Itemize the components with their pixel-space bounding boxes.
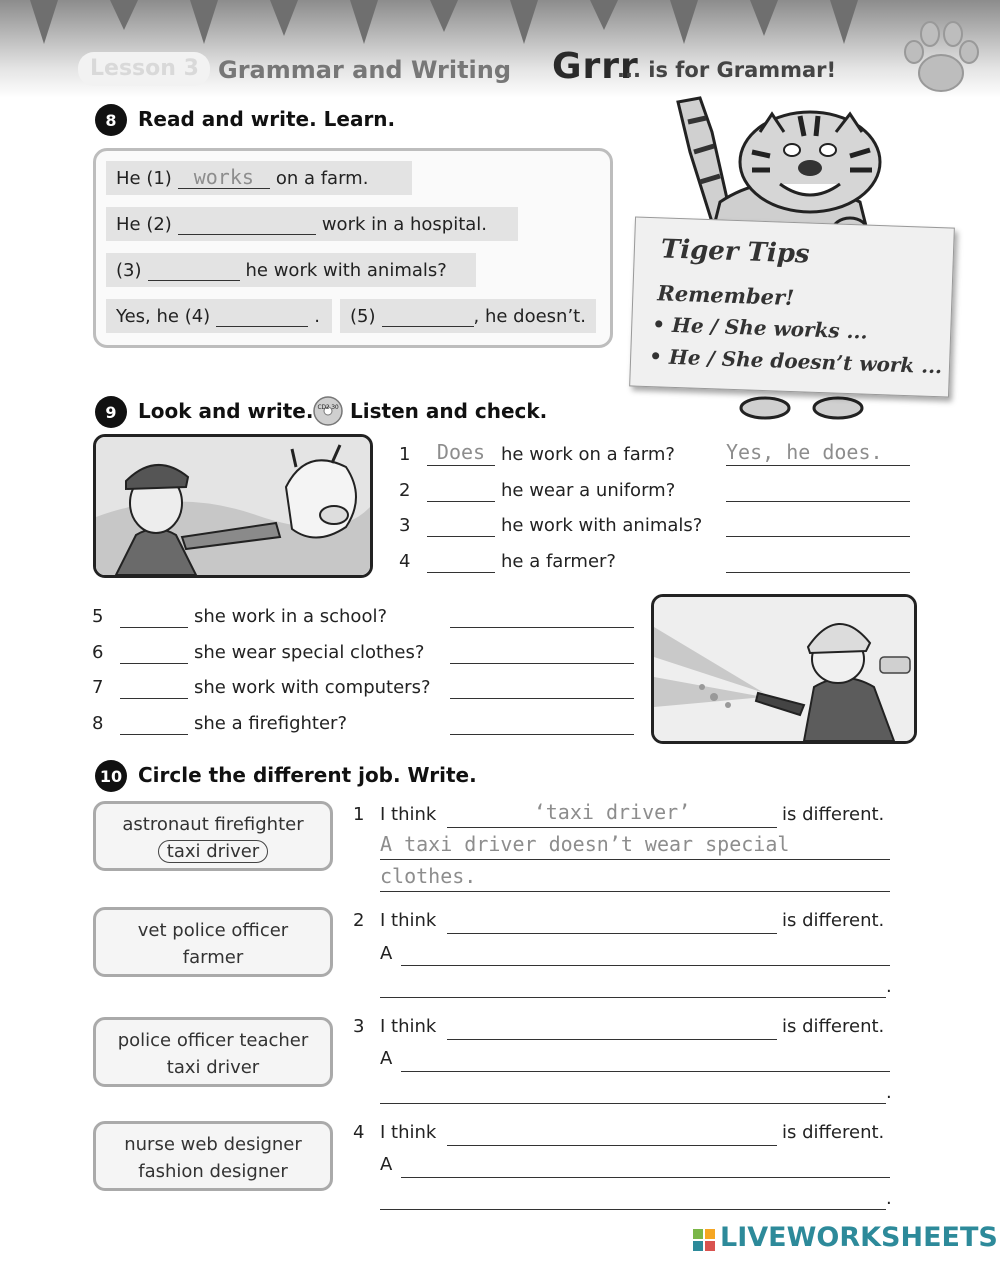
job-options-line[interactable]: taxi driver xyxy=(166,1057,260,1078)
question-6 xyxy=(92,640,637,666)
question-reply[interactable] xyxy=(450,675,634,699)
question-text: she a firefighter? xyxy=(194,713,348,734)
reason-line-2[interactable] xyxy=(380,1184,886,1210)
sentence-end-period: . xyxy=(886,1082,892,1103)
job-options-line[interactable]: vet police officer xyxy=(137,920,289,941)
decorative-fang xyxy=(670,0,698,44)
write-number: 3 xyxy=(353,1016,365,1037)
decorative-fang xyxy=(750,0,778,36)
job-options-box xyxy=(93,1017,333,1087)
tips-rule-1: • He / She works ... xyxy=(651,312,868,344)
decorative-fang xyxy=(430,0,458,32)
grammar-box xyxy=(93,148,613,348)
write-number: 4 xyxy=(353,1122,365,1143)
grammar-answer-2[interactable] xyxy=(178,213,316,235)
exercise-8-title: Read and write. Learn. xyxy=(138,107,396,131)
is-different-label: is different. xyxy=(782,804,885,825)
job-options-box xyxy=(93,907,333,977)
question-reply[interactable] xyxy=(726,549,910,573)
reason-line-1[interactable]: A taxi driver doesn’t wear special xyxy=(380,834,890,860)
question-reply[interactable] xyxy=(726,513,910,537)
grammar-prefix: (5) xyxy=(350,305,376,327)
question-number: 1 xyxy=(399,444,411,465)
farmer-with-cow-icon xyxy=(96,437,370,575)
different-job-answer[interactable]: ‘taxi driver’ xyxy=(447,802,777,828)
grammar-suffix: on a farm. xyxy=(275,167,369,189)
question-text: he work with animals? xyxy=(501,515,703,536)
grammar-answer-4[interactable] xyxy=(216,305,308,327)
grammar-suffix: work in a hospital. xyxy=(321,213,488,235)
decorative-fang xyxy=(30,0,58,44)
decorative-fang xyxy=(510,0,538,44)
question-text: she work with computers? xyxy=(194,677,431,698)
decorative-fang xyxy=(110,0,138,30)
job-options-line[interactable]: fashion designer xyxy=(138,1161,288,1182)
decorative-fang xyxy=(270,0,298,36)
question-text: he work on a farm? xyxy=(501,444,675,465)
question-answer[interactable] xyxy=(120,711,188,735)
decorative-fang xyxy=(590,0,618,30)
question-text: he wear a uniform? xyxy=(501,480,676,501)
decorative-fang xyxy=(350,0,378,44)
circled-job[interactable]: taxi driver xyxy=(158,840,268,863)
question-text: he a farmer? xyxy=(501,551,616,572)
question-number: 5 xyxy=(92,606,104,627)
banner-grrr: Grrr xyxy=(552,46,639,87)
write-number: 1 xyxy=(353,804,365,825)
job-options-line[interactable]: nurse web designer xyxy=(124,1134,302,1155)
question-answer[interactable] xyxy=(120,604,188,628)
cd-track-label: CD2 30 xyxy=(317,404,339,411)
reason-line-2[interactable]: clothes. xyxy=(380,866,890,892)
farmer-picture xyxy=(93,434,373,578)
different-job-answer[interactable] xyxy=(447,1014,777,1040)
question-8 xyxy=(92,711,637,737)
a-prefix: A xyxy=(380,943,393,964)
job-options-line[interactable]: police officer teacher xyxy=(117,1030,309,1051)
lesson-label: Lesson 3 xyxy=(90,56,199,81)
job-options-box xyxy=(93,1121,333,1191)
grammar-suffix: he work with animals? xyxy=(245,259,447,281)
firefighter-with-hose-icon xyxy=(654,597,914,741)
grammar-answer-5[interactable] xyxy=(382,305,474,327)
reason-line-2[interactable] xyxy=(380,1078,886,1104)
tips-title: Tiger Tips xyxy=(660,234,811,270)
tips-rule-2: • He / She doesn’t work ... xyxy=(648,344,943,379)
question-2 xyxy=(399,478,919,504)
question-1 xyxy=(399,442,919,468)
a-prefix: A xyxy=(380,1154,393,1175)
question-3 xyxy=(399,513,919,539)
grammar-row-1 xyxy=(106,161,412,195)
i-think-label: I think xyxy=(380,1122,437,1143)
liveworksheets-logo-icon xyxy=(693,1229,715,1251)
a-prefix: A xyxy=(380,1048,393,1069)
question-reply[interactable] xyxy=(450,604,634,628)
question-text: she wear special clothes? xyxy=(194,642,425,663)
grammar-prefix: He (2) xyxy=(116,213,172,235)
question-5 xyxy=(92,604,637,630)
grammar-answer-3[interactable] xyxy=(148,259,240,281)
exercise-9-title-a: Look and write. xyxy=(138,399,314,423)
exercise-9-title-b: Listen and check. xyxy=(350,399,548,423)
paw-print-icon xyxy=(900,18,982,96)
different-job-answer[interactable] xyxy=(447,908,777,934)
grammar-row-4 xyxy=(106,299,332,333)
grammar-row-3 xyxy=(106,253,476,287)
grammar-prefix: (3) xyxy=(116,259,142,281)
question-number: 7 xyxy=(92,677,104,698)
liveworksheets-brand[interactable]: LIVEWORKSHEETS xyxy=(720,1222,998,1253)
grammar-prefix: He (1) xyxy=(116,167,172,189)
section-title: Grammar and Writing xyxy=(218,56,512,84)
question-7 xyxy=(92,675,637,701)
grammar-row-2 xyxy=(106,207,518,241)
reason-line-1[interactable] xyxy=(401,940,890,966)
reason-line-2[interactable] xyxy=(380,972,886,998)
is-different-label: is different. xyxy=(782,910,885,931)
i-think-label: I think xyxy=(380,910,437,931)
exercise-number-badge: 9 xyxy=(95,396,127,428)
reason-line-1[interactable] xyxy=(401,1046,890,1072)
question-number: 3 xyxy=(399,515,411,536)
write-number: 2 xyxy=(353,910,365,931)
job-options-line[interactable]: farmer xyxy=(182,947,244,968)
question-4 xyxy=(399,549,919,575)
question-reply[interactable]: Yes, he does. xyxy=(726,442,910,466)
i-think-label: I think xyxy=(380,804,437,825)
tiger-tips-card xyxy=(629,216,955,397)
question-answer[interactable] xyxy=(427,478,495,502)
question-reply[interactable] xyxy=(450,711,634,735)
sentence-end-period: . xyxy=(886,1188,892,1209)
decorative-fang xyxy=(830,0,858,44)
question-reply[interactable] xyxy=(726,478,910,502)
question-number: 8 xyxy=(92,713,104,734)
question-answer[interactable] xyxy=(120,675,188,699)
job-options-line xyxy=(96,841,330,862)
i-think-label: I think xyxy=(380,1016,437,1037)
question-answer[interactable] xyxy=(427,549,495,573)
different-job-answer[interactable] xyxy=(447,1120,777,1146)
banner-grammar: ... is for Grammar! xyxy=(617,58,837,82)
exercise-number-badge: 10 xyxy=(95,760,127,792)
question-answer[interactable]: Does xyxy=(427,442,495,466)
grammar-row-5 xyxy=(340,299,596,333)
question-reply[interactable] xyxy=(450,640,634,664)
grammar-prefix: Yes, he (4) xyxy=(116,305,211,327)
grammar-suffix: . xyxy=(314,305,320,327)
question-text: she work in a school? xyxy=(194,606,388,627)
question-answer[interactable] xyxy=(120,640,188,664)
job-options-line[interactable]: astronaut firefighter xyxy=(122,814,304,835)
question-answer[interactable] xyxy=(427,513,495,537)
is-different-label: is different. xyxy=(782,1122,885,1143)
sentence-end-period: . xyxy=(886,976,892,997)
grammar-answer-1[interactable]: works xyxy=(178,167,270,189)
exercise-10-title: Circle the different job. Write. xyxy=(138,763,477,787)
firefighter-picture xyxy=(651,594,917,744)
exercise-number-badge: 8 xyxy=(95,104,127,136)
is-different-label: is different. xyxy=(782,1016,885,1037)
decorative-fang xyxy=(190,0,218,44)
tips-remember: Remember! xyxy=(656,280,795,311)
reason-line-1[interactable] xyxy=(401,1152,890,1178)
question-number: 4 xyxy=(399,551,411,572)
question-number: 2 xyxy=(399,480,411,501)
job-options-box xyxy=(93,801,333,871)
question-number: 6 xyxy=(92,642,104,663)
grammar-suffix: , he doesn’t. xyxy=(473,305,586,327)
